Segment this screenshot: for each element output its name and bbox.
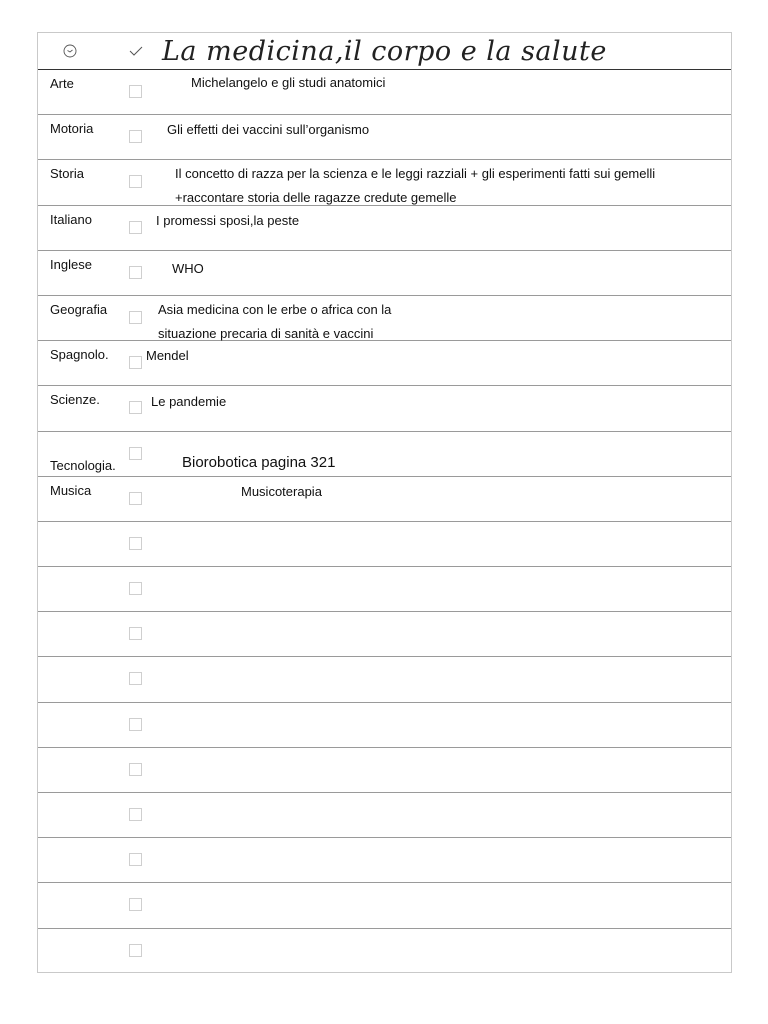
checklist-sheet — [37, 32, 732, 973]
checklist-row — [38, 567, 731, 612]
checklist-header — [38, 33, 731, 70]
subject-label: Italiano — [50, 211, 92, 227]
topic-text: +raccontare storia delle ragazze credute gemelle — [175, 190, 457, 206]
checklist-row — [38, 206, 731, 251]
subject-label: Inglese — [50, 256, 92, 272]
row-checkbox[interactable] — [129, 175, 142, 188]
checklist-row — [38, 883, 731, 928]
row-checkbox[interactable] — [129, 718, 142, 731]
checklist-row — [38, 612, 731, 657]
subject-label: Arte — [50, 76, 74, 91]
checklist-row — [38, 432, 731, 477]
row-checkbox[interactable] — [129, 808, 142, 821]
topic-text: situazione precaria di sanità e vaccini — [158, 325, 374, 341]
topic-text: Gli effetti dei vaccini sull’organismo — [167, 122, 370, 138]
topic-text: Asia medicina con le erbe o africa con la — [158, 301, 392, 317]
checklist-row — [38, 748, 731, 793]
row-checkbox[interactable] — [129, 898, 142, 911]
row-checkbox[interactable] — [129, 627, 142, 640]
row-checkbox[interactable] — [129, 672, 142, 685]
checklist-row — [38, 386, 731, 431]
checklist-row — [38, 251, 731, 296]
checklist-row — [38, 341, 731, 386]
checklist-row — [38, 160, 731, 205]
row-checkbox[interactable] — [129, 311, 142, 324]
checklist-row — [38, 703, 731, 748]
row-checkbox[interactable] — [129, 130, 142, 143]
topic-text: Le pandemie — [151, 394, 227, 410]
row-checkbox[interactable] — [129, 356, 142, 369]
topic-text: Il concetto di razza per la scienza e le leggi razziali + gli esperimenti fatti sui gemelli — [175, 166, 656, 182]
topic-text: Biorobotica pagina 321 — [182, 453, 336, 471]
row-checkbox[interactable] — [129, 221, 142, 234]
page-title: La medicina,il corpo e la salute — [162, 36, 607, 67]
checklist-row — [38, 70, 731, 115]
subject-label: Musica — [50, 482, 92, 498]
row-checkbox[interactable] — [129, 447, 142, 460]
checklist-row — [38, 793, 731, 838]
row-checkbox[interactable] — [129, 582, 142, 595]
topic-text: Musicoterapia — [241, 483, 322, 499]
topic-text: WHO — [172, 260, 204, 276]
row-checkbox[interactable] — [129, 944, 142, 957]
row-checkbox[interactable] — [129, 266, 142, 279]
checklist-row — [38, 929, 731, 974]
topic-text: Mendel — [146, 348, 189, 364]
subject-label: Geografia — [50, 301, 108, 317]
row-checkbox[interactable] — [129, 401, 142, 414]
row-checkbox[interactable] — [129, 853, 142, 866]
row-checkbox[interactable] — [129, 492, 142, 505]
checklist-row — [38, 296, 731, 341]
topic-text: Michelangelo e gli studi anatomici — [191, 75, 386, 90]
checklist-row — [38, 477, 731, 522]
topic-text: I promessi sposi,la peste — [156, 212, 300, 228]
subject-label: Spagnolo. — [50, 347, 109, 363]
checklist-row — [38, 115, 731, 160]
subject-label: Scienze. — [50, 392, 100, 408]
row-checkbox[interactable] — [129, 763, 142, 776]
checklist-rows — [38, 70, 731, 974]
subject-label: Storia — [50, 166, 84, 182]
check-icon — [128, 44, 144, 58]
checklist-row — [38, 522, 731, 567]
checklist-row — [38, 657, 731, 702]
checklist-row — [38, 838, 731, 883]
row-checkbox[interactable] — [129, 85, 142, 98]
clock-icon — [63, 44, 77, 58]
subject-label: Tecnologia. — [50, 457, 116, 473]
row-checkbox[interactable] — [129, 537, 142, 550]
subject-label: Motoria — [50, 121, 94, 137]
